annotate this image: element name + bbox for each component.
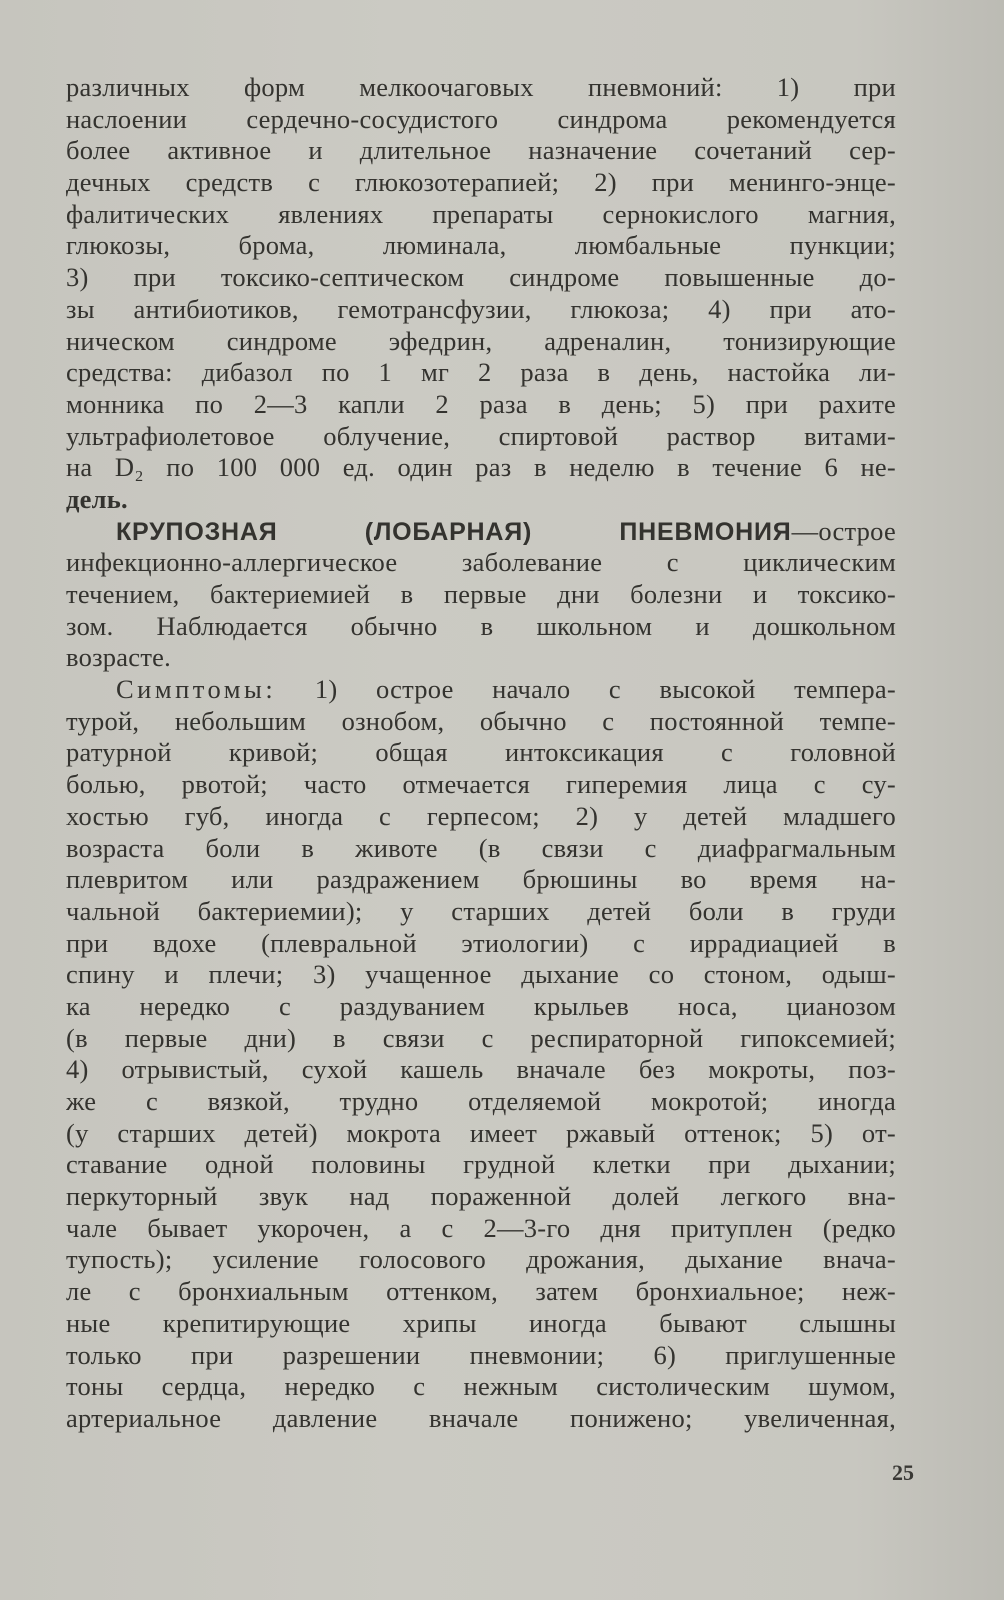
text-line: возрасте.: [66, 642, 172, 673]
text-line: ные крепитирующие хрипы иногда бывают слышны: [66, 1307, 896, 1338]
text-line: возраста боли в животе (в связи с диафрагмальным: [66, 832, 896, 863]
page-number: 25: [892, 1460, 914, 1485]
text-line: (в первые дни) в связи с респираторной гипоксемией;: [66, 1022, 896, 1053]
text-line: различных форм мелкоочаговых пневмоний: 1) при: [66, 72, 896, 102]
text-line: 3) при токсико-септическом синдроме повышенные до-: [66, 262, 896, 293]
text-line: чале бывает укорочен, а с 2—3-го дня притуплен (редко: [66, 1212, 896, 1243]
text-line: на D₂ по 100 000 ед. один раз в неделю в течение 6 не-: [66, 452, 896, 483]
text-line: при вдохе (плевральной этиологии) с иррадиацией в: [66, 927, 896, 958]
text-line: турой, небольшим ознобом, обычно с постоянной темпе-: [66, 705, 896, 736]
text-line: спину и плечи; 3) учащенное дыхание со стоном, одыш-: [66, 959, 896, 990]
text-line: дечных средств с глюкозотерапией; 2) при менинго-энце-: [66, 167, 896, 198]
symptoms-first-line: [66, 674, 896, 706]
text-line: фалитических явлениях препараты сернокислого магния,: [66, 198, 896, 229]
text-line: (у старших детей) мокрота имеет ржавый оттенок; 5) от-: [66, 1117, 896, 1148]
section-first-line: [66, 516, 896, 548]
text-column: [66, 72, 896, 1435]
text-line: ле с бронхиальным оттенком, затем бронхиальное; неж-: [66, 1276, 896, 1307]
text-line: 4) отрывистый, сухой кашель вначале без мокроты, поз-: [66, 1054, 896, 1085]
text-line: инфекционно-аллергическое заболевание с циклическим: [66, 547, 896, 578]
text-line: наслоении сердечно-сосудистого синдрома рекомендуется: [66, 103, 896, 134]
text-line: тоны сердца, нередко с нежным систолическим шумом,: [66, 1371, 896, 1402]
text-line: ставание одной половины грудной клетки при дыхании;: [66, 1149, 896, 1180]
heading-tail: —острое: [791, 515, 896, 546]
text-line: зом. Наблюдается обычно в школьном и дошкольном: [66, 610, 896, 641]
text-line: ультрафиолетовое облучение, спиртовой раствор витами-: [66, 420, 896, 451]
paragraph-treatment: [66, 72, 896, 516]
text-line: монника по 2—3 капли 2 раза в день; 5) при рахите: [66, 388, 896, 419]
text-line: дель.: [66, 483, 128, 514]
text-line: ка нередко с раздуванием крыльев носа, цианозом: [66, 990, 896, 1021]
paragraph-symptoms: [66, 674, 896, 1435]
symptoms-first-line-rest: 1) острое начало с высокой темпера-: [314, 674, 896, 705]
text-line: плевритом или раздражением брюшины во время на-: [66, 864, 896, 895]
text-line: средства: дибазол по 1 мг 2 раза в день, настойка ли-: [66, 357, 896, 388]
paragraph-lobar-pneumonia: [66, 516, 896, 674]
text-line: артериальное давление вначале понижено; увеличенная,: [66, 1402, 896, 1433]
text-line: зы антибиотиков, гемотрансфузии, глюкоза; 4) при ато-: [66, 293, 896, 324]
text-line: течением, бактериемией в первые дни болезни и токсико-: [66, 579, 896, 609]
text-line: тупость); усиление голосового дрожания, дыхание внача-: [66, 1244, 896, 1275]
symptoms-label: Симптомы:: [116, 674, 277, 705]
text-line: ратурной кривой; общая интоксикация с головной: [66, 737, 896, 768]
text-line: чальной бактериемии); у старших детей боли в груди: [66, 895, 896, 926]
text-line: только при разрешении пневмонии; 6) приглушенные: [66, 1339, 896, 1370]
text-line: перкуторный звук над пораженной долей легкого вна-: [66, 1181, 896, 1212]
text-line: более активное и длительное назначение сочетаний сер-: [66, 135, 896, 166]
text-line: хостью губ, иногда с герпесом; 2) у детей младшего: [66, 800, 896, 831]
text-line: же с вязкой, трудно отделяемой мокротой; иногда: [66, 1086, 896, 1116]
text-line: болью, рвотой; часто отмечается гиперемия лица с су-: [66, 769, 896, 800]
section-heading: КРУПОЗНАЯ (ЛОБАРНАЯ) ПНЕВМОНИЯ: [116, 517, 792, 546]
text-line: глюкозы, брома, люминала, люмбальные пункции;: [66, 230, 896, 261]
text-line: ническом синдроме эфедрин, адреналин, тонизирующие: [66, 325, 896, 356]
